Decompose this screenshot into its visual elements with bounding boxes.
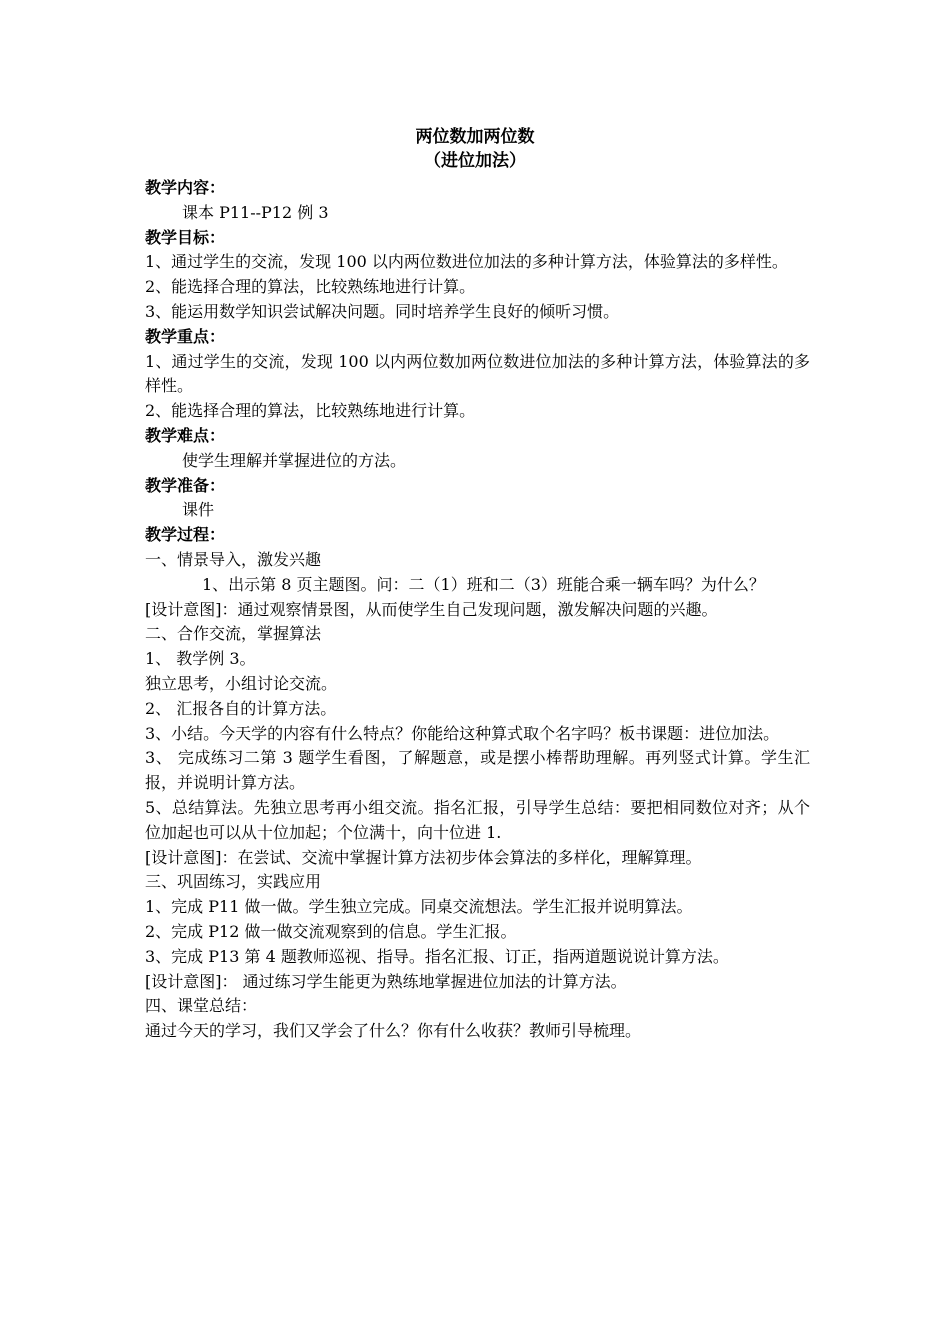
- heading-goals: 教学目标：: [145, 227, 226, 247]
- heading-key-points: 教学重点：: [145, 326, 226, 346]
- section-2-line: 1、 教学例 3。: [145, 649, 256, 669]
- goal-item: 3、能运用数学知识尝试解决问题。同时培养学生良好的倾听习惯。: [145, 301, 620, 321]
- document-body: [145, 176, 810, 1044]
- goal-item: 2、能选择合理的算法，比较熟练地进行计算。: [145, 277, 476, 297]
- section-1-item: 1、出示第 8 页主题图。问：二（1）班和二（3）班能合乘一辆车吗？为什么？: [202, 574, 765, 594]
- preparation-text: 课件: [182, 500, 215, 520]
- goal-item: 1、通过学生的交流，发现 100 以内两位数进位加法的多种计算方法，体验算法的多样性。: [145, 252, 788, 272]
- section-3-title: 三、巩固练习，实践应用: [145, 872, 322, 892]
- content-text: 课本 P11--P12 例 3: [182, 202, 329, 222]
- key-point-item: 2、能选择合理的算法，比较熟练地进行计算。: [145, 401, 476, 421]
- section-3-line: 3、完成 P13 第 4 题教师巡视、指导。指名汇报、订正，指两道题说说计算方法。: [145, 946, 729, 966]
- document-title: 两位数加两位数: [415, 127, 535, 147]
- difficulty-text: 使学生理解并掌握进位的方法。: [182, 450, 407, 470]
- section-4-title: 四、课堂总结：: [145, 996, 258, 1016]
- section-2-line: 3、 完成练习二第 3 题学生看图，了解题意，或是摆小棒帮助理解。再列竖式计算。学生汇报，并说明计算方法。: [145, 748, 810, 793]
- section-2-line: 独立思考，小组讨论交流。: [145, 673, 338, 693]
- section-1-design-note: [设计意图]：通过观察情景图，从而使学生自己发现问题，激发解决问题的兴趣。: [145, 599, 718, 619]
- heading-content: 教学内容：: [145, 178, 226, 197]
- heading-preparation: 教学准备：: [145, 475, 226, 495]
- heading-process: 教学过程：: [145, 525, 226, 545]
- section-4-text: 通过今天的学习，我们又学会了什么？你有什么收获？教师引导梳理。: [145, 1021, 642, 1041]
- document-subtitle: （进位加法）: [424, 151, 526, 171]
- heading-difficulties: 教学难点：: [145, 425, 226, 445]
- section-1-title: 一、情景导入，激发兴趣: [145, 549, 322, 569]
- key-point-item: 1、通过学生的交流，发现 100 以内两位数加两位数进位加法的多种计算方法，体验算法的多样性。: [145, 351, 810, 396]
- section-3-line: 1、完成 P11 做一做。学生独立完成。同桌交流想法。学生汇报并说明算法。: [145, 897, 693, 917]
- section-3-design-note: [设计意图]： 通过练习学生能更为熟练地掌握进位加法的计算方法。: [145, 971, 627, 991]
- section-2-design-note: [设计意图]：在尝试、交流中掌握计算方法初步体会算法的多样化，理解算理。: [145, 847, 702, 867]
- section-2-line: 3、小结。今天学的内容有什么特点？你能给这种算式取个名字吗？板书课题：进位加法。: [145, 723, 780, 743]
- section-2-title: 二、合作交流，掌握算法: [145, 624, 322, 644]
- section-2-line: 2、 汇报各自的计算方法。: [145, 698, 337, 718]
- section-2-line: 5、总结算法。先独立思考再小组交流。指名汇报，引导学生总结：要把相同数位对齐；从个位加起也可以从十位加起；个位满十，向十位进 1.: [145, 797, 810, 842]
- section-3-line: 2、完成 P12 做一做交流观察到的信息。学生汇报。: [145, 921, 517, 941]
